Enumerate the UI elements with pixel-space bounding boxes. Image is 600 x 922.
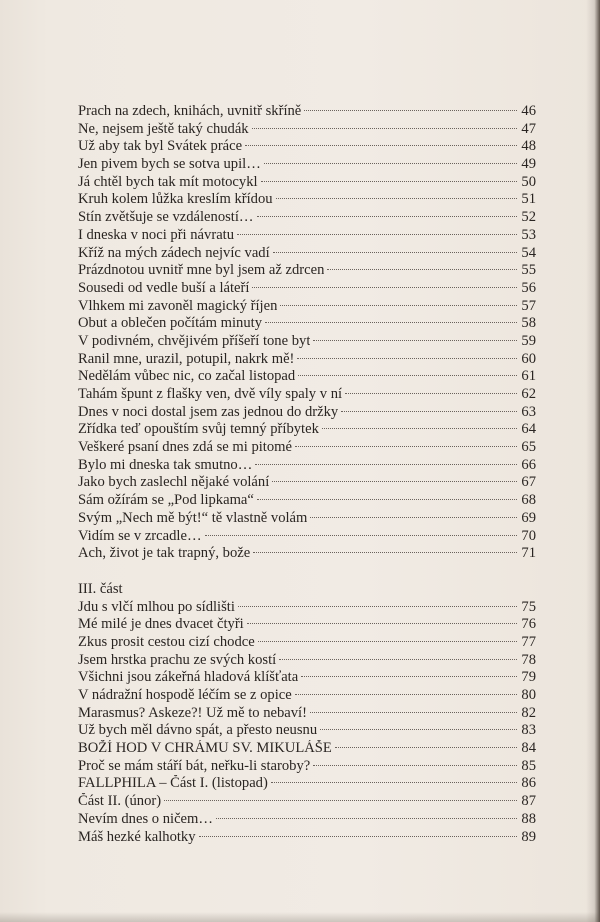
toc-entry-page-number: 61: [521, 368, 536, 385]
dot-leader: [257, 216, 518, 217]
toc-entry-title: Už bych měl dávno spát, a přesto neusnu: [78, 722, 318, 739]
toc-entry-page-number: 57: [521, 297, 536, 314]
dot-leader: [271, 782, 517, 783]
dot-leader: [279, 659, 517, 660]
toc-entry: [78, 103, 536, 121]
dot-leader: [313, 765, 517, 766]
toc-entry-title: Nevím dnes o ničem…: [78, 810, 213, 827]
toc-entry-title: Zkus prosit cestou cizí chodce: [78, 633, 255, 650]
toc-entry-page-number: 47: [521, 120, 536, 137]
toc-entry-title: Ranil mne, urazil, potupil, nakrk mě!: [78, 350, 295, 367]
page-edge-shadow: [586, 0, 600, 922]
toc-entry-page-number: 52: [521, 209, 536, 226]
dot-leader: [280, 305, 517, 306]
toc-entry-page-number: 51: [521, 191, 536, 208]
dot-leader: [205, 535, 517, 536]
toc-entry-page-number: 82: [521, 704, 536, 721]
toc-entry: [78, 687, 536, 705]
dot-leader: [298, 375, 517, 376]
toc-entry-title: V nádražní hospodě léčím se z opice: [78, 687, 292, 703]
table-of-contents: [78, 103, 536, 846]
toc-entry-title: Kříž na mých zádech nejvíc vadí: [78, 244, 270, 261]
toc-entry-page-number: 50: [521, 173, 536, 190]
toc-entry: [78, 386, 536, 404]
dot-leader: [273, 252, 517, 253]
toc-entry-page-number: 76: [521, 616, 536, 633]
toc-entry: [78, 599, 536, 617]
toc-entry: [78, 510, 536, 528]
dot-leader: [258, 641, 517, 642]
toc-entry-title: Proč se mám stáří bát, neřku-li staroby?: [78, 757, 311, 774]
toc-entry: [78, 245, 536, 263]
toc-entry: [78, 209, 536, 227]
dot-leader: [295, 446, 517, 447]
toc-entry: [78, 528, 536, 546]
toc-entry: [78, 652, 536, 670]
toc-entry-page-number: 46: [521, 103, 536, 119]
toc-entry-page-number: 63: [521, 403, 536, 420]
toc-entry-page-number: 59: [521, 332, 536, 349]
toc-entry: [78, 474, 536, 492]
toc-entry: [78, 634, 536, 652]
toc-entry-title: Jdu s vlčí mlhou po sídlišti: [78, 598, 235, 615]
toc-entry: [78, 669, 536, 687]
toc-entry-title: Já chtěl bych tak mít motocykl: [78, 173, 258, 190]
dot-leader: [276, 198, 517, 199]
dot-leader: [320, 729, 517, 730]
toc-entry-page-number: 71: [521, 545, 536, 562]
toc-entry-page-number: 78: [521, 651, 536, 668]
toc-entry: [78, 404, 536, 422]
toc-entry-page-number: 60: [521, 350, 536, 367]
dot-leader: [341, 411, 517, 412]
toc-entry-title: Kruh kolem lůžka kreslím křídou: [78, 191, 273, 208]
toc-entry: [78, 705, 536, 723]
toc-entry-page-number: 64: [521, 421, 536, 438]
dot-leader: [238, 606, 517, 607]
toc-part-list: [78, 103, 536, 563]
toc-entry: [78, 138, 536, 156]
toc-entry-page-number: 80: [521, 687, 536, 703]
toc-entry-page-number: 83: [521, 722, 536, 739]
toc-entry-page-number: 66: [521, 456, 536, 473]
toc-entry-page-number: 53: [521, 226, 536, 243]
toc-entry-title: Nedělám vůbec nic, co začal listopad: [78, 368, 296, 385]
toc-entry: [78, 227, 536, 245]
toc-entry-page-number: 69: [521, 509, 536, 526]
dot-leader: [304, 110, 517, 111]
toc-entry: [78, 545, 536, 563]
toc-entry-title: Část II. (únor): [78, 793, 162, 810]
toc-entry-page-number: 75: [521, 598, 536, 615]
toc-entry-title: Prach na zdech, knihách, uvnitř skříně: [78, 103, 302, 119]
dot-leader: [237, 234, 517, 235]
dot-leader: [295, 694, 517, 695]
toc-entry-title: Veškeré psaní dnes zdá se mi pitomé: [78, 439, 292, 456]
toc-entry-title: Jsem hrstka prachu ze svých kostí: [78, 651, 277, 668]
toc-entry: [78, 298, 536, 316]
dot-leader: [265, 322, 517, 323]
toc-entry-page-number: 86: [521, 775, 536, 792]
toc-entry: [78, 333, 536, 351]
toc-entry-page-number: 62: [521, 386, 536, 402]
toc-entry-title: V podivném, chvějivém příšeří tone byt: [78, 332, 311, 349]
toc-part-list: [78, 599, 536, 847]
toc-entry: [78, 191, 536, 209]
dot-leader: [164, 800, 517, 801]
toc-entry-title: Stín zvětšuje se vzdáleností…: [78, 209, 254, 226]
toc-entry-title: Obut a oblečen počítám minuty: [78, 315, 262, 332]
dot-leader: [322, 428, 517, 429]
dot-leader: [253, 552, 517, 553]
dot-leader: [313, 340, 517, 341]
toc-entry-title: Zřídka teď opouštím svůj temný příbytek: [78, 421, 319, 438]
toc-entry: [78, 793, 536, 811]
toc-entry-title: Dnes v noci dostal jsem zas jednou do držky: [78, 403, 339, 420]
toc-entry-page-number: 85: [521, 757, 536, 774]
toc-entry-title: FALLPHILA – Část I. (listopad): [78, 775, 268, 792]
dot-leader: [272, 481, 517, 482]
toc-entry-page-number: 77: [521, 633, 536, 650]
toc-entry: [78, 174, 536, 192]
dot-leader: [297, 358, 517, 359]
dot-leader: [245, 145, 517, 146]
dot-leader: [345, 393, 517, 394]
toc-entry-page-number: 55: [521, 262, 536, 279]
dot-leader: [216, 818, 517, 819]
toc-entry-title: BOŽÍ HOD V CHRÁMU SV. MIKULÁŠE: [78, 740, 332, 757]
toc-entry-title: Vlhkem mi zavoněl magický říjen: [78, 297, 278, 314]
toc-entry: [78, 740, 536, 758]
toc-entry: [78, 280, 536, 298]
toc-entry-page-number: 79: [521, 669, 536, 686]
toc-entry-title: Už aby tak byl Svátek práce: [78, 138, 243, 155]
toc-entry-page-number: 89: [521, 828, 536, 845]
dot-leader: [252, 128, 517, 129]
toc-entry: [78, 492, 536, 510]
toc-entry: [78, 775, 536, 793]
toc-entry: [78, 315, 536, 333]
dot-leader: [199, 836, 517, 837]
dot-leader: [255, 464, 517, 465]
toc-entry: [78, 439, 536, 457]
toc-entry-title: Bylo mi dneska tak smutno…: [78, 456, 253, 473]
toc-entry-title: Tahám špunt z flašky ven, dvě víly spaly v ní: [78, 386, 343, 402]
toc-entry-page-number: 87: [521, 793, 536, 810]
dot-leader: [301, 676, 517, 677]
toc-entry-title: Ne, nejsem ještě taký chudák: [78, 120, 249, 137]
toc-entry: [78, 829, 536, 847]
toc-entry-page-number: 88: [521, 810, 536, 827]
toc-entry: [78, 811, 536, 829]
dot-leader: [310, 712, 517, 713]
toc-entry-page-number: 70: [521, 527, 536, 544]
toc-entry-title: Mé milé je dnes dvacet čtyři: [78, 616, 244, 633]
toc-entry-page-number: 54: [521, 244, 536, 261]
dot-leader: [257, 499, 517, 500]
toc-entry: [78, 156, 536, 174]
toc-entry-page-number: 84: [521, 740, 536, 757]
toc-entry-page-number: 58: [521, 315, 536, 332]
toc-entry: [78, 758, 536, 776]
toc-entry-page-number: 56: [521, 279, 536, 296]
toc-entry-title: Máš hezké kalhotky: [78, 828, 196, 845]
toc-entry-page-number: 67: [521, 474, 536, 491]
toc-entry-title: Jako bych zaslechl nějaké volání: [78, 474, 270, 491]
toc-entry-title: Všichni jsou zákeřná hladová klíšťata: [78, 669, 299, 686]
toc-entry: [78, 121, 536, 139]
toc-entry-title: Sám ožírám se „Pod lipkama“: [78, 492, 254, 509]
dot-leader: [327, 269, 517, 270]
section-gap: [78, 563, 536, 581]
toc-entry-title: Marasmus? Askeze?! Už mě to nebaví!: [78, 704, 307, 721]
dot-leader: [247, 623, 517, 624]
toc-entry-title: Vidím se v zrcadle…: [78, 527, 202, 544]
toc-entry: [78, 421, 536, 439]
toc-entry-page-number: 65: [521, 439, 536, 456]
toc-entry-title: Sousedi od vedle buší a láteří: [78, 279, 250, 296]
toc-entry-page-number: 68: [521, 492, 536, 509]
toc-entry-title: Ach, život je tak trapný, bože: [78, 545, 251, 562]
toc-entry-title: Svým „Nech mě být!“ tě vlastně volám: [78, 509, 308, 526]
toc-entry-title: Jen pivem bych se sotva upil…: [78, 156, 261, 173]
toc-entry: [78, 351, 536, 369]
dot-leader: [335, 747, 517, 748]
dot-leader: [264, 163, 517, 164]
toc-entry: [78, 368, 536, 386]
toc-entry: [78, 722, 536, 740]
toc-entry-page-number: 49: [521, 156, 536, 173]
dot-leader: [310, 517, 517, 518]
page-bottom-shadow: [0, 912, 600, 922]
section-heading: III. část: [78, 580, 123, 597]
toc-entry-title: Prázdnotou uvnitř mne byl jsem až zdrcen: [78, 262, 325, 279]
dot-leader: [261, 181, 517, 182]
toc-entry: [78, 262, 536, 280]
toc-entry-page-number: 48: [521, 138, 536, 155]
dot-leader: [252, 287, 517, 288]
toc-entry: [78, 616, 536, 634]
toc-entry: [78, 457, 536, 475]
toc-entry-title: I dneska v noci při návratu: [78, 226, 235, 243]
